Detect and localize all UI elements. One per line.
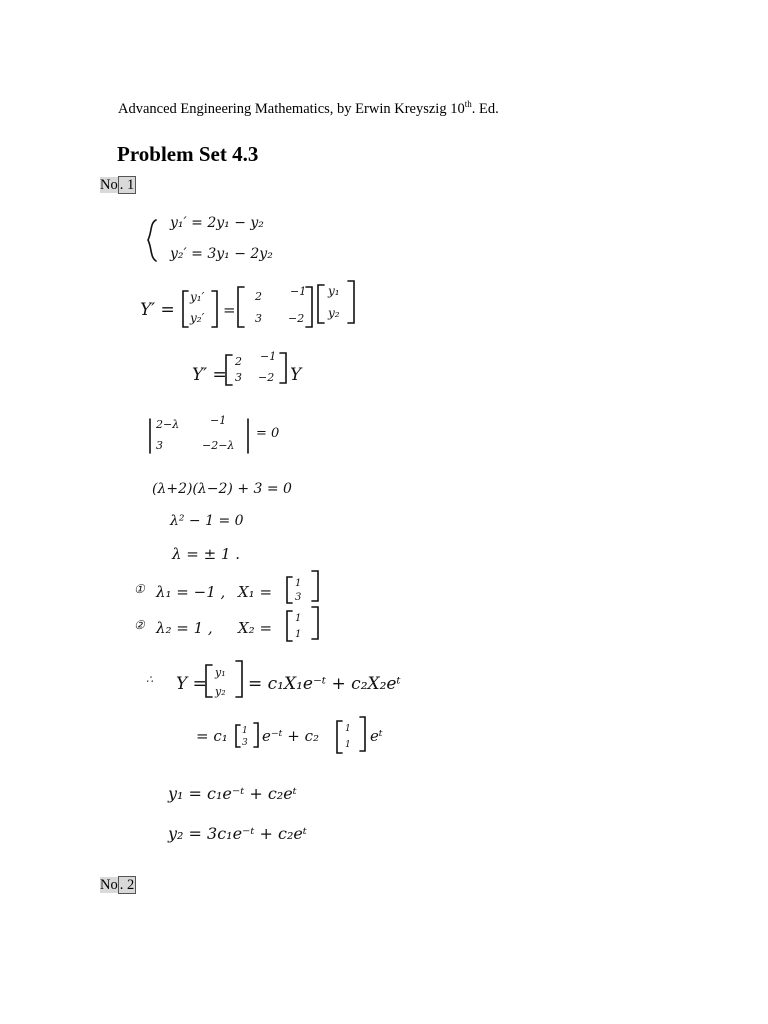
case2-lambda: λ₂ = 1 , <box>156 619 213 637</box>
char-equation: (λ+2)(λ−2) + 3 = 0 <box>152 481 292 497</box>
expanded-e2: eᵗ <box>370 727 383 745</box>
general-vec-bottom: y₂ <box>215 685 226 698</box>
case1-vec-top: 1 <box>295 578 302 589</box>
case2-marker: ② <box>134 618 145 632</box>
expanded-e1: e⁻ᵗ + c₂ <box>262 727 320 745</box>
matrix-lhs: Y′ = <box>140 300 175 320</box>
bracket <box>360 717 365 751</box>
section-title: Problem Set 4.3 <box>117 142 259 166</box>
compact-a21: 3 <box>235 371 242 384</box>
det-22: −2−λ <box>202 439 235 452</box>
edition-superscript: th <box>464 99 472 110</box>
det-11: 2−λ <box>156 418 180 431</box>
case2-vec-top: 1 <box>295 613 302 624</box>
y2-solution: y₂ = 3c₁e⁻ᵗ + c₂eᵗ <box>168 824 307 843</box>
bracket <box>183 291 188 327</box>
case1-lambda: λ₁ = −1 , <box>156 583 226 601</box>
bracket <box>280 353 286 383</box>
book-reference-suffix: . Ed. <box>471 101 499 117</box>
case2-vec-bottom: 1 <box>295 629 302 640</box>
eigen-values: λ = ± 1 . <box>172 545 241 563</box>
matrix-a21: 3 <box>255 312 262 325</box>
vec-yprime-bottom: y₂′ <box>190 311 205 325</box>
bracket <box>236 661 242 697</box>
problem-label-2 <box>100 877 136 894</box>
expanded-c1: = c₁ <box>196 727 228 745</box>
case1-marker: ① <box>134 582 145 596</box>
bracket <box>212 291 217 327</box>
general-rhs: = c₁X₁e⁻ᵗ + c₂X₂eᵗ <box>248 674 401 694</box>
book-reference-text: Advanced Engineering Mathematics, by Erwin Kreyszig 10 <box>118 101 465 117</box>
matrix-a22: −2 <box>288 312 305 325</box>
compact-a12: −1 <box>260 350 277 363</box>
y1-solution: y₁ = c₁e⁻ᵗ + c₂eᵗ <box>168 784 297 803</box>
det-12: −1 <box>210 414 227 427</box>
general-lhs: Y = <box>176 674 207 694</box>
bracket <box>287 611 292 641</box>
case2-x: X₂ = <box>238 619 273 637</box>
bracket <box>238 287 244 327</box>
bracket <box>312 571 318 601</box>
expanded-vec1-top: 1 <box>242 726 248 736</box>
case1-vec-bottom: 3 <box>295 592 302 603</box>
compact-rhs: Y <box>290 365 302 385</box>
compact-lhs: Y′ = <box>192 365 227 385</box>
bracket <box>226 355 232 385</box>
vec-yprime-top: y₁′ <box>190 290 205 304</box>
bracket <box>206 665 212 697</box>
system-brace <box>148 220 156 261</box>
vec-y-bottom: y₂ <box>328 306 340 320</box>
bracket <box>337 721 342 753</box>
problem-label-1-number: . 1 <box>119 177 135 193</box>
bracket <box>236 725 240 747</box>
problem-label-2-text: No <box>100 877 118 893</box>
compact-a11: 2 <box>235 355 242 368</box>
matrix-a12: −1 <box>290 285 307 298</box>
problem-label-2-number: . 2 <box>119 877 135 893</box>
equals-sign: = <box>223 301 236 319</box>
handwritten-solution <box>120 195 440 865</box>
case1-x: X₁ = <box>238 583 273 601</box>
vec-y-top: y₁ <box>328 284 340 298</box>
therefore-sign: ∴ <box>146 673 153 686</box>
system-eq2: y₂′ = 3y₁ − 2y₂ <box>170 246 273 262</box>
expanded-vec2-bottom: 1 <box>345 740 351 750</box>
problem-label-1-text: No <box>100 177 118 193</box>
bracket <box>306 287 312 327</box>
book-reference <box>118 101 499 118</box>
general-vec-top: y₁ <box>215 666 226 679</box>
char-simplified: λ² − 1 = 0 <box>170 513 244 529</box>
compact-a22: −2 <box>258 371 275 384</box>
det-rhs: = 0 <box>256 426 280 441</box>
bracket <box>254 723 258 747</box>
bracket <box>348 281 354 323</box>
bracket <box>312 607 318 639</box>
expanded-vec2-top: 1 <box>345 724 351 734</box>
bracket <box>318 285 324 323</box>
system-eq1: y₁′ = 2y₁ − y₂ <box>170 215 264 231</box>
matrix-a11: 2 <box>255 290 262 303</box>
bracket <box>287 577 292 603</box>
problem-label-1 <box>100 177 136 194</box>
expanded-vec1-bottom: 3 <box>242 738 248 748</box>
det-21: 3 <box>156 439 163 452</box>
